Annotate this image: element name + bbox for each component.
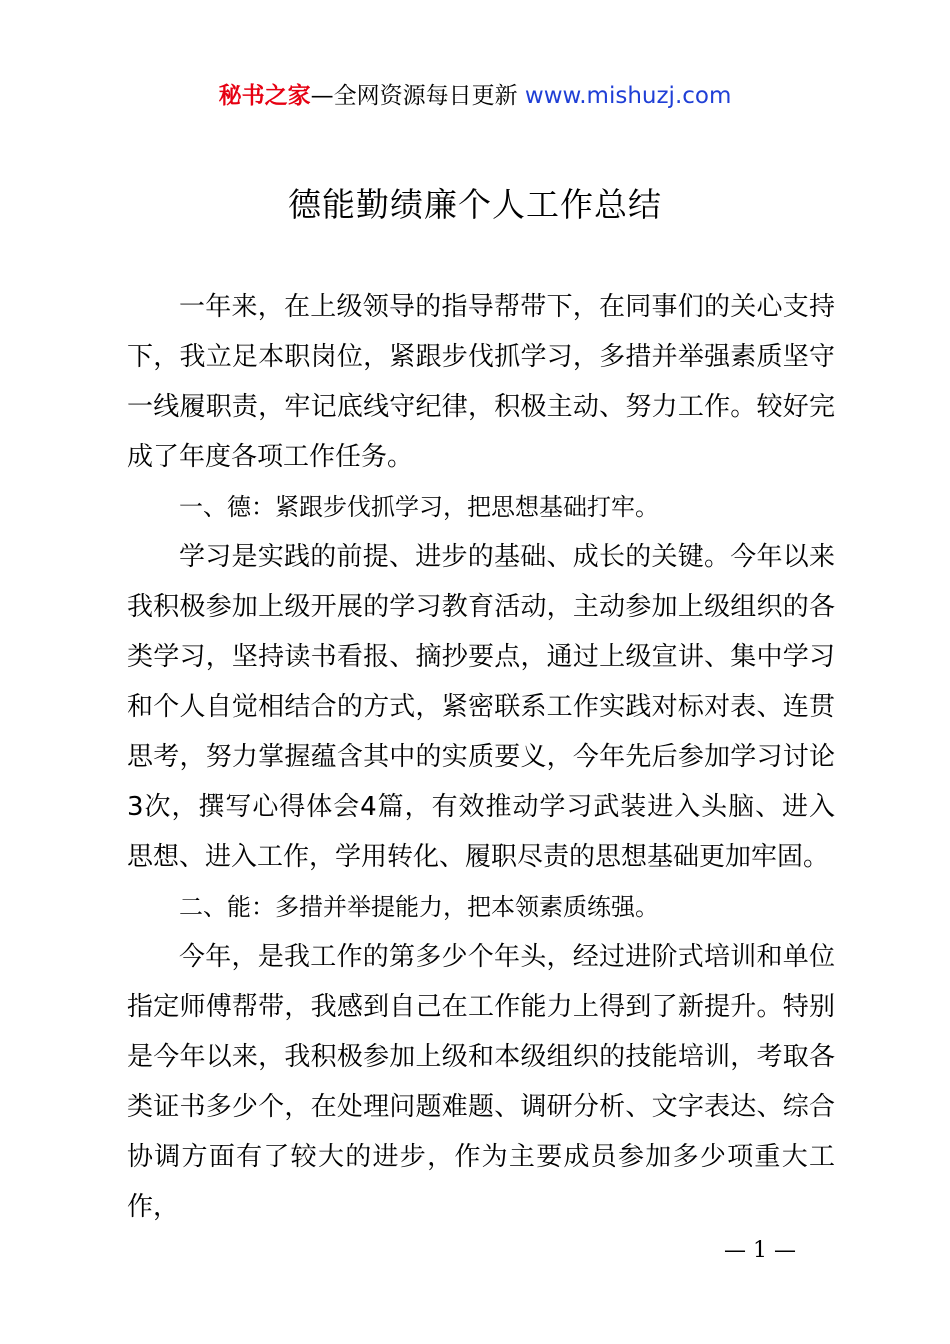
site-tagline: —全网资源每日更新: [310, 83, 525, 109]
body-paragraph-de: 学习是实践的前提、进步的基础、成长的关键。今年以来我积极参加上级开展的学习教育活动，主动参加上级组织的各类学习，坚持读书看报、摘抄要点，通过上级宣讲、集中学习和个人自觉相结合的方式，紧密联系工作实践对标对表、连贯思考，努力掌握蕴含其中的实质要义，今年先后参加学习讨论3次，撰写心得体会4篇，有效推动学习武装进入头脑、进入思想、进入工作，学用转化、履职尽责的思想基础更加牢固。: [127, 542, 835, 872]
site-brand: 秘书之家: [218, 83, 311, 109]
site-url-link[interactable]: www.mishuzj.com: [524, 83, 732, 109]
site-header: [0, 78, 950, 114]
intro-paragraph: 一年来，在上级领导的指导帮带下，在同事们的关心支持下，我立足本职岗位，紧跟步伐抓学习，多措并举强素质坚守一线履职责，牢记底线守纪律，积极主动、努力工作。较好完成了年度各项工作任务。: [127, 292, 835, 472]
section-heading-neng: 二、能：多措并举提能力，把本领素质练强。: [179, 893, 659, 921]
section-heading-de: 一、德：紧跟步伐抓学习，把思想基础打牢。: [179, 493, 659, 521]
page-number: — 1 —: [724, 1238, 796, 1263]
body-paragraph-neng: 今年，是我工作的第多少个年头，经过进阶式培训和单位指定师傅帮带，我感到自己在工作能力上得到了新提升。特别是今年以来，我积极参加上级和本级组织的技能培训，考取各类证书多少个，在处理问题难题、调研分析、文字表达、综合协调方面有了较大的进步，作为主要成员参加多少项重大工作，: [127, 942, 835, 1222]
document-title: 德能勤绩廉个人工作总结: [288, 185, 662, 224]
document-body: [127, 282, 835, 1232]
